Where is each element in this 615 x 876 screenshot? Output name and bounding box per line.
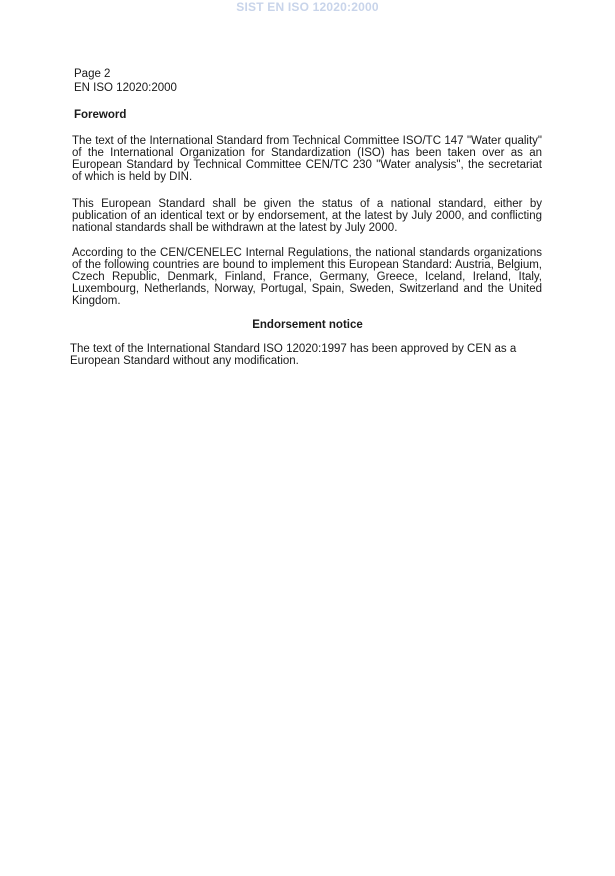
foreword-paragraph-2: This European Standard shall be given the status of a national standard, either by publication of an identical text or by endorsement, at the latest by July 2000, and conflicting national standards shall be withdrawn at the latest by July 2000. <box>72 198 542 234</box>
endorsement-paragraph: The text of the International Standard ISO 12020:1997 has been approved by CEN as a European Standard without any modification. <box>70 343 517 367</box>
watermark-text: SIST EN ISO 12020:2000 <box>236 0 379 14</box>
foreword-paragraph-3: According to the CEN/CENELEC Internal Regulations, the national standards organizations of the following countries are bound to implement this European Standard: Austria, Belgium, Czech Republic, Denmark, Finland, France, Germany, Greece, Iceland, Ireland, Italy, Luxembourg, Netherlands, Norway, Portugal, Spain, Sweden, Switzerland and the United Kingdom. <box>72 247 542 307</box>
document-id: EN ISO 12020:2000 <box>74 82 177 94</box>
endorsement-title: Endorsement notice <box>252 319 363 331</box>
foreword-paragraph-1: The text of the International Standard from Technical Committee ISO/TC 147 "Water quality" of the International Organization for Standardization (ISO) has been taken over as an European Standard by Technical Committee CEN/TC 230 "Water analysis", the secretariat of which is held by DIN. <box>72 135 542 183</box>
page-header <box>74 67 177 95</box>
foreword-title: Foreword <box>74 109 127 121</box>
page-number: Page 2 <box>74 68 111 80</box>
